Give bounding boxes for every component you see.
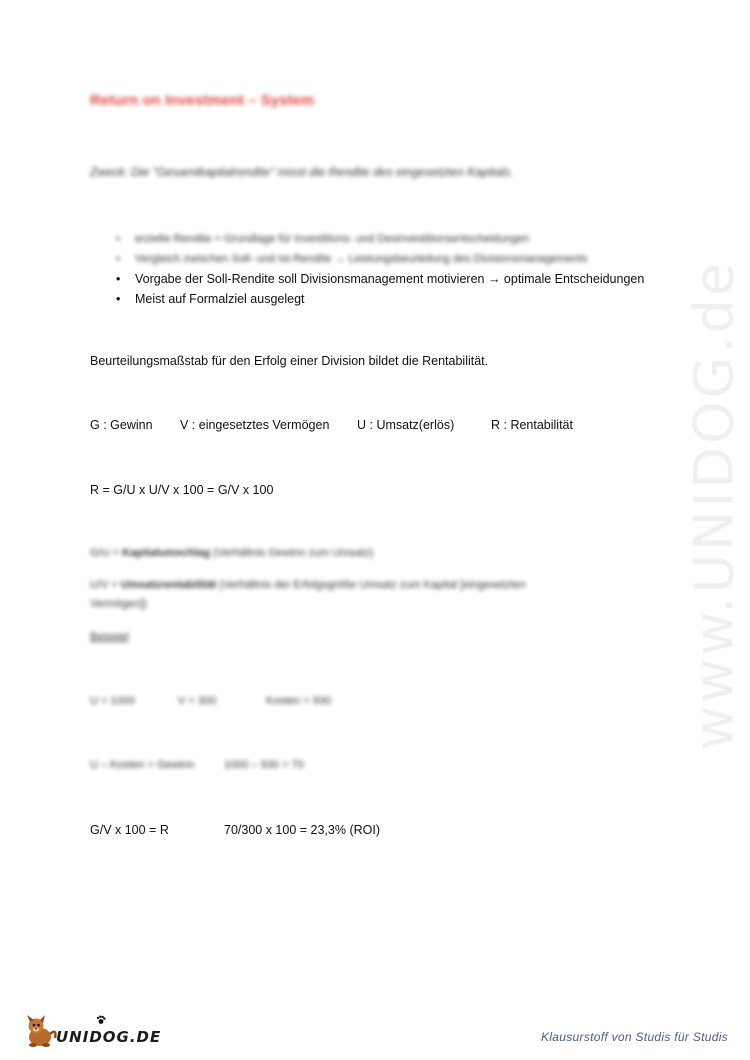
footer-tagline: Klausurstoff von Studis für Studis — [541, 1030, 728, 1044]
document-title: Return on Investment – System — [90, 92, 315, 109]
definition-uv-continued: Vermögen]) — [90, 598, 147, 610]
example-kosten: Kosten = 930 — [266, 695, 332, 707]
assessment-text: Beurteilungsmaßstab für den Erfolg einer Division bildet die Rentabilität. — [90, 354, 489, 368]
definition-term: Umsatzrentabilität — [120, 579, 217, 591]
definition-term: Kapitalumschlag — [122, 547, 211, 559]
roi-result-value: 70/300 x 100 = 23,3% (ROI) — [224, 823, 380, 837]
definition-prefix: G/U = — [90, 547, 120, 559]
purpose-text: Zweck: Die "Gesamtkapitalrendite" misst die Rendite des eingesetzten Kapitals. — [90, 165, 514, 179]
unidog-logo — [22, 1012, 162, 1052]
paw-icon — [96, 1015, 106, 1025]
roi-formula: R = G/U x U/V x 100 = G/V x 100 — [90, 483, 274, 497]
definition-uv — [90, 579, 526, 591]
example-calc-value: 1000 – 930 = 70 — [224, 759, 304, 771]
variable-v: V : eingesetztes Vermögen — [180, 418, 330, 432]
example-calc-label: U – Kosten = Gewinn — [90, 759, 195, 771]
variable-g: G : Gewinn — [90, 418, 153, 432]
example-u: U = 1000 — [90, 695, 135, 707]
bullet-text: erzielte Rendite = Grundlage für Investitions- und Desinvestitionsentscheidungen — [135, 233, 530, 245]
bullet-icon: • — [116, 233, 120, 245]
bullet-icon: • — [116, 292, 121, 306]
list-item — [90, 289, 690, 309]
bullet-text: Meist auf Formalziel ausgelegt — [135, 292, 305, 306]
bullet-icon: • — [116, 272, 121, 286]
variable-r: R : Rentabilität — [491, 418, 573, 432]
bullet-list — [90, 229, 690, 309]
bullet-text: Vorgabe der Soll-Rendite soll Divisionsmanagement motivieren → optimale Entscheidungen — [135, 272, 645, 286]
example-v: V = 300 — [178, 695, 217, 707]
list-item — [90, 249, 690, 269]
definition-gu — [90, 547, 373, 559]
bullet-text: Vergleich zwischen Soll- und Ist-Rendite → Leistungsbeurteilung des Divisionsmanagements — [135, 253, 588, 265]
definition-prefix: U/V = — [90, 579, 118, 591]
bullet-icon: • — [116, 253, 120, 265]
definition-desc: (Verhältnis der Erfolgsgröße Umsatz zum Kapital [eingesetzten — [219, 579, 526, 591]
list-item — [90, 269, 690, 289]
watermark-text: www.UNIDOG.de — [682, 259, 746, 751]
variable-u: U : Umsatz(erlös) — [357, 418, 455, 432]
definition-desc: (Verhältnis Gewinn zum Umsatz) — [213, 547, 374, 559]
roi-result-label: G/V x 100 = R — [90, 823, 169, 837]
logo-text: UNIDOG.DE — [56, 1028, 162, 1046]
example-heading: Beispiel — [90, 631, 129, 643]
list-item — [90, 229, 690, 249]
